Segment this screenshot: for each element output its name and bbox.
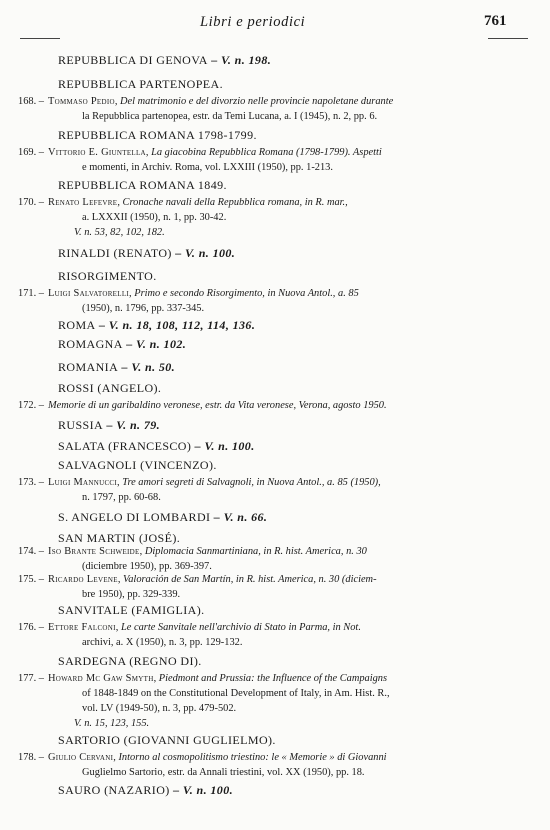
bibliography-entry (18, 398, 530, 413)
heading-text: ROMAGNA (58, 337, 123, 351)
entry-continuation-line (18, 109, 530, 124)
entry-text: Del matrimonio e del divorzio nelle provincie napoletane durante (120, 96, 394, 107)
entry-continuation-line (18, 635, 530, 650)
entry-continuation-line (18, 716, 530, 731)
heading-text: RISORGIMENTO. (58, 269, 157, 283)
entry-text: Le carte Sanvitale nell'archivio di Stato in Parma, in Not. (120, 622, 361, 633)
bibliography-entry (18, 544, 530, 574)
entry-text: Tre amori segreti di Salvagnoli, in Nuova Antol., a. 85 (1950), (122, 477, 381, 488)
entry-number: 177. – (18, 673, 44, 684)
entry-text: Cronache navali della Repubblica romana, in R. mar., (122, 197, 348, 208)
cross-reference: – V. n. 50. (118, 360, 176, 374)
entry-text: (1950), n. 1796, pp. 337-345. (82, 303, 205, 314)
entry-text: la Repubblica partenopea, estr. da Temi Lucana, a. I (1945), n. 2, pp. 6. (82, 111, 378, 122)
heading-text: S. ANGELO DI LOMBARDI (58, 510, 211, 524)
heading-text: REPUBBLICA PARTENOPEA. (58, 77, 223, 91)
heading-text: RINALDI (RENATO) (58, 246, 172, 260)
entry-number: 173. – (18, 477, 44, 488)
heading-text: ROMA (58, 318, 96, 332)
entry-text: V. n. 53, 82, 102, 182. (74, 227, 165, 238)
entry-number: 178. – (18, 752, 44, 763)
entry-author: Iso Brante Schweide (47, 546, 140, 557)
section-heading (58, 603, 205, 618)
entry-author: Ricardo Levene (47, 574, 118, 585)
entry-continuation-line (18, 765, 530, 780)
entry-first-line: 169. – Vittorio E. Giuntella, La giacobina Repubblica Romana (1798-1799). Aspetti (18, 147, 382, 158)
entry-text: Primo e secondo Risorgimento, in Nuova Antol., a. 85 (134, 288, 359, 299)
section-heading (58, 128, 257, 143)
section-heading (58, 360, 175, 375)
section-heading (58, 246, 235, 261)
heading-text: SARTORIO (GIOVANNI GUGLIELMO). (58, 733, 276, 747)
heading-text: SAURO (NAZARIO) (58, 783, 170, 797)
entry-text: Guglielmo Sartorio, estr. da Annali triestini, vol. XX (1950), pp. 18. (82, 767, 365, 778)
cross-reference: – V. n. 198. (207, 53, 272, 67)
heading-text: SANVITALE (FAMIGLIA). (58, 603, 205, 617)
entry-text: a. LXXXII (1950), n. 1, pp. 30-42. (82, 212, 227, 223)
cross-reference: – V. n. 66. (210, 510, 268, 524)
entry-author: Renato Lefevre (47, 197, 118, 208)
entry-continuation-line (18, 225, 530, 240)
cross-reference: – V. n. 79. (103, 418, 161, 432)
heading-text: ROSSI (ANGELO). (58, 381, 162, 395)
section-heading (58, 337, 186, 352)
cross-reference: – V. n. 100. (169, 783, 234, 797)
entry-text: V. n. 15, 123, 155. (74, 718, 150, 729)
heading-text: REPUBBLICA ROMANA 1849. (58, 178, 227, 192)
entry-first-line: 173. – Luigi Mannucci, Tre amori segreti di Salvagnoli, in Nuova Antol., a. 85 (1950), (18, 477, 381, 488)
entry-number: 176. – (18, 622, 44, 633)
heading-text: SARDEGNA (REGNO DI). (58, 654, 202, 668)
section-heading (58, 53, 271, 68)
entry-first-line: 171. – Luigi Salvatorelli, Primo e secondo Risorgimento, in Nuova Antol., a. 85 (18, 288, 359, 299)
entry-text: of 1848-1849 on the Constitutional Development of Italy, in Am. Hist. R., (82, 688, 390, 699)
entry-author: Tommaso Pedio (47, 96, 115, 107)
entry-author: Ettore Falconi (47, 622, 116, 633)
bibliography-entry (18, 475, 530, 505)
entry-number: 168. – (18, 96, 44, 107)
entry-continuation-line (18, 686, 530, 701)
entry-number: 175. – (18, 574, 44, 585)
section-heading (58, 318, 255, 333)
entry-text: vol. LV (1949-50), n. 3, pp. 479-502. (82, 703, 237, 714)
entry-text: e momenti, in Archiv. Roma, vol. LXXIII (1950), pp. 1-213. (82, 162, 333, 173)
running-title: Libri e periodici (200, 14, 306, 30)
bibliography-entry (18, 620, 530, 650)
entry-text: Memorie di un garibaldino veronese, estr. da Vita veronese, Verona, agosto 1950. (47, 400, 387, 411)
heading-text: REPUBBLICA ROMANA 1798-1799. (58, 128, 257, 142)
entry-text: bre 1950), pp. 329-339. (82, 589, 181, 600)
entry-number: 171. – (18, 288, 44, 299)
section-heading (58, 458, 217, 473)
section-heading (58, 510, 267, 525)
bibliography-entry (18, 572, 530, 602)
heading-text: SALATA (FRANCESCO) (58, 439, 192, 453)
entry-author: Vittorio E. Giuntella (47, 147, 146, 158)
entry-text: Intorno al cosmopolitismo triestino: le « Memorie » di Giovanni (118, 752, 387, 763)
entry-text: La giacobina Repubblica Romana (1798-1799). Aspetti (151, 147, 382, 158)
entry-continuation-line (18, 701, 530, 716)
heading-text: ROMANIA (58, 360, 119, 374)
entry-first-line: 168. – Tommaso Pedio, Del matrimonio e del divorzio nelle provincie napoletane durante (18, 96, 394, 107)
section-heading (58, 418, 160, 433)
entry-first-line: 175. – Ricardo Levene, Valoración de San Martín, in R. hist. America, n. 30 (diciem- (18, 574, 377, 585)
entry-text: Diplomacia Sanmartiniana, in R. hist. America, n. 30 (144, 546, 367, 557)
entry-first-line: 177. – Howard Mc Gaw Smyth, Piedmont and Prussia: the Influence of the Campaigns (18, 673, 388, 684)
entry-number: 169. – (18, 147, 44, 158)
section-heading (58, 381, 161, 396)
bibliography-entry (18, 145, 530, 175)
cross-reference: – V. n. 100. (191, 439, 255, 453)
bibliography-entry (18, 750, 530, 780)
heading-text: SAN MARTIN (JOSÉ). (58, 531, 181, 545)
entry-text: n. 1797, pp. 60-68. (82, 492, 161, 503)
entry-first-line: 170. – Renato Lefevre, Cronache navali della Repubblica romana, in R. mar., (18, 197, 348, 208)
entry-continuation-line (18, 160, 530, 175)
section-heading (58, 783, 233, 798)
bibliography-entry (18, 195, 530, 240)
entry-continuation-line (18, 210, 530, 225)
page-number: 761 (484, 13, 507, 29)
entry-first-line (18, 398, 530, 413)
section-heading (58, 733, 276, 748)
entry-first-line: 176. – Ettore Falconi, Le carte Sanvitale nell'archivio di Stato in Parma, in Not. (18, 622, 361, 633)
bibliography-entry (18, 286, 530, 316)
heading-text: RUSSIA (58, 418, 104, 432)
entry-author: Giulio Cervani (47, 752, 114, 763)
bibliography-entry (18, 671, 530, 731)
entry-text: archivi, a. X (1950), n. 3, pp. 129-132. (82, 637, 243, 648)
entry-continuation-line (18, 301, 530, 316)
section-heading (58, 654, 202, 669)
entry-number: 172. – (18, 400, 44, 411)
entry-text: (diciembre 1950), pp. 369-397. (82, 561, 212, 572)
cross-reference: – V. n. 102. (122, 337, 187, 351)
entry-text: Valoración de San Martín, in R. hist. America, n. 30 (diciem- (123, 574, 377, 585)
entry-text: Piedmont and Prussia: the Influence of the Campaigns (158, 673, 388, 684)
entry-continuation-line (18, 490, 530, 505)
entry-author: Luigi Mannucci (47, 477, 118, 488)
cross-reference: – V. n. 100. (171, 246, 236, 260)
entry-author: Howard Mc Gaw Smyth (47, 673, 154, 684)
entry-first-line: 174. – Iso Brante Schweide, Diplomacia Sanmartiniana, in R. hist. America, n. 30 (18, 546, 367, 557)
entry-number: 170. – (18, 197, 44, 208)
section-heading (58, 77, 223, 92)
bibliography-entry (18, 94, 530, 124)
entry-continuation-line (18, 587, 530, 602)
section-heading (58, 269, 157, 284)
heading-text: SALVAGNOLI (VINCENZO). (58, 458, 217, 472)
entry-first-line: 178. – Giulio Cervani, Intorno al cosmopolitismo triestino: le « Memorie » di Giovanni (18, 752, 387, 763)
heading-text: REPUBBLICA DI GENOVA (58, 53, 208, 67)
section-heading (58, 439, 255, 454)
entry-number: 174. – (18, 546, 44, 557)
entry-author: Luigi Salvatorelli (47, 288, 130, 299)
section-heading (58, 178, 227, 193)
cross-reference: – V. n. 18, 108, 112, 114, 136. (95, 318, 256, 332)
